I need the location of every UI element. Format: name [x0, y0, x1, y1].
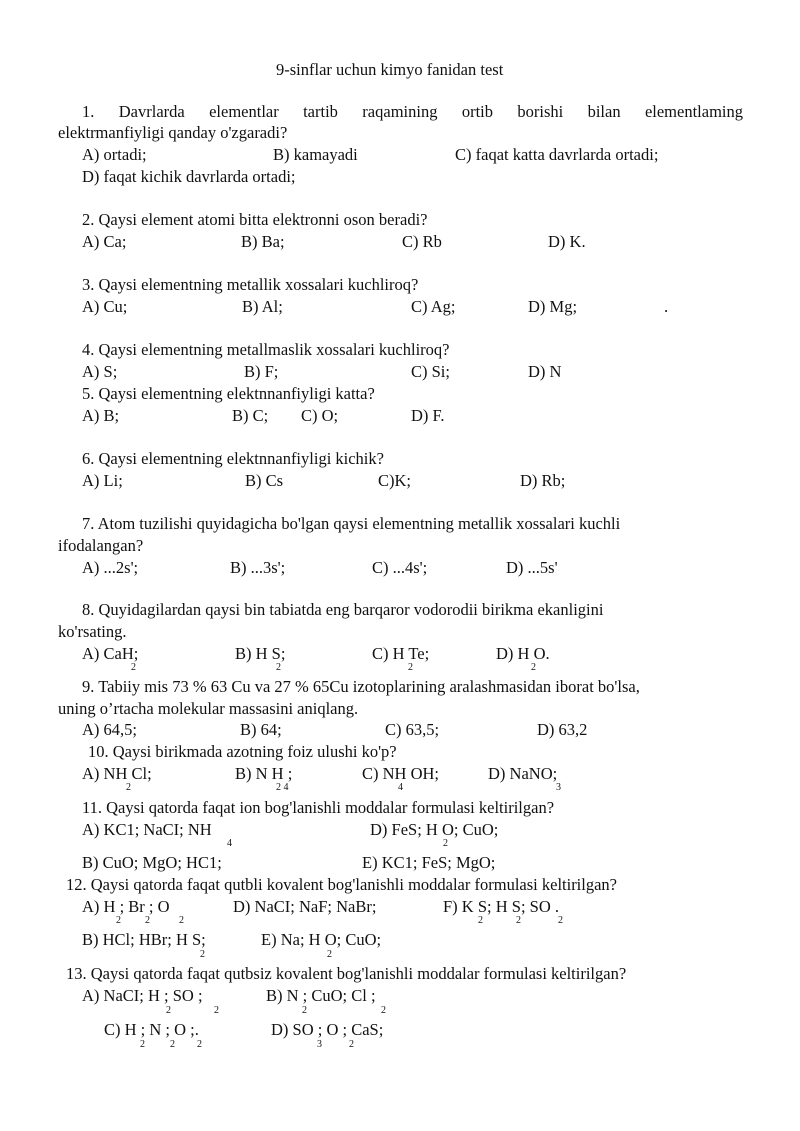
question-2-option-a: A) Ca; — [82, 232, 127, 251]
subscript: 2 — [145, 915, 150, 926]
question-4-option-c: C) Si; — [411, 362, 450, 381]
subscript: 2 — [126, 782, 131, 793]
question-7-option-c: C) ...4s'; — [372, 558, 428, 577]
question-12-option-a: A) H ; Br ; O — [82, 897, 170, 916]
subscript: 2 — [200, 949, 205, 960]
question-1-option-a: A) ortadi; — [82, 145, 147, 164]
subscript: 2 — [214, 1005, 219, 1016]
question-1-option-d: D) faqat kichik davrlarda ortadi; — [82, 167, 296, 186]
question-8-option-b: B) H S; — [235, 644, 286, 663]
question-3-option-a: A) Cu; — [82, 297, 128, 316]
subscript: 2 — [170, 1039, 175, 1050]
question-9-option-a: A) 64,5; — [82, 720, 137, 739]
page-title: 9-sinflar uchun kimyo fanidan test — [276, 60, 504, 79]
question-11-option-a: A) KC1; NaCI; NH — [82, 820, 212, 839]
question-3-option-b: B) Al; — [242, 297, 283, 316]
question-2-option-c: C) Rb — [402, 232, 442, 251]
subscript: 4 — [227, 838, 232, 849]
question-6-text: 6. Qaysi elementning elektnnanfiyligi kichik? — [82, 449, 384, 468]
question-8-option-a: A) CaH; — [82, 644, 139, 663]
subscript: 2 — [516, 915, 521, 926]
question-8-text: 8. Quyidagilardan qaysi bin tabiatda eng barqaror vodorodii birikma ekanligini — [82, 600, 604, 619]
subscript: 2 — [140, 1039, 145, 1050]
question-12-option-e: E) Na; H O; CuO; — [261, 930, 382, 949]
question-13-option-a: A) NaCI; H ; SO ; — [82, 986, 203, 1005]
subscript: 2 — [276, 662, 281, 673]
question-1-option-c: C) faqat katta davrlarda ortadi; — [455, 145, 659, 164]
question-12-text: 12. Qaysi qatorda faqat qutbli kovalent bog'lanishli moddalar formulasi keltirilgan? — [66, 875, 618, 894]
question-6-option-d: D) Rb; — [520, 471, 566, 490]
question-9-text-cont: uning o’rtacha molekular massasini aniqlang. — [58, 699, 359, 718]
question-8-option-d: D) H O. — [496, 644, 550, 663]
question-13-option-b: B) N ; CuO; Cl ; — [266, 986, 376, 1005]
subscript: 2 — [327, 949, 332, 960]
question-2-text: 2. Qaysi element atomi bitta elektronni oson beradi? — [82, 210, 428, 229]
question-13-option-c: C) H ; N ; O ;. — [104, 1020, 199, 1039]
question-11-option-b: B) CuO; MgO; HC1; — [82, 853, 222, 872]
question-3-option-c: C) Ag; — [411, 297, 456, 316]
subscript: 2 — [197, 1039, 202, 1050]
question-11-text: 11. Qaysi qatorda faqat ion bog'lanishli moddalar formulasi keltirilgan? — [82, 798, 555, 817]
question-9-text: 9. Tabiiy mis 73 % 63 Cu va 27 % 65Cu izotoplarining aralashmasidan iborat bo'lsa, — [82, 677, 640, 696]
subscript: 2 — [179, 915, 184, 926]
question-8-option-c: C) H Te; — [372, 644, 430, 663]
question-10-option-c: C) NH OH; — [362, 764, 439, 783]
question-5-option-a: A) B; — [82, 406, 120, 425]
question-13-option-d: D) SO ; O ; CaS; — [271, 1020, 384, 1039]
question-4-option-d: D) N — [528, 362, 562, 381]
question-5-option-d: D) F. — [411, 406, 445, 425]
question-13-text: 13. Qaysi qatorda faqat qutbsiz kovalent bog'lanishli moddalar formulasi keltirilgan? — [66, 964, 627, 983]
question-12-option-d: D) NaCI; NaF; NaBr; — [233, 897, 377, 916]
question-4-option-a: A) S; — [82, 362, 118, 381]
question-4-option-b: B) F; — [244, 362, 279, 381]
question-11-option-e: E) KC1; FeS; MgO; — [362, 853, 496, 872]
question-3-text: 3. Qaysi elementning metallik xossalari kuchliroq? — [82, 275, 419, 294]
question-5-option-b: B) C; — [232, 406, 269, 425]
question-10-option-b: B) N H ; — [235, 764, 293, 783]
question-12-option-b: B) HCl; HBr; H S; — [82, 930, 206, 949]
question-3-option-d: D) Mg; — [528, 297, 578, 316]
question-7-option-a: A) ...2s'; — [82, 558, 139, 577]
subscript: 3 — [556, 782, 561, 793]
subscript: 2 — [381, 1005, 386, 1016]
subscript: 2 — [302, 1005, 307, 1016]
question-9-option-b: B) 64; — [240, 720, 282, 739]
question-5-option-c: C) O; — [301, 406, 339, 425]
subscript: 2 — [349, 1039, 354, 1050]
question-7-option-b: B) ...3s'; — [230, 558, 286, 577]
question-6-option-c: C)K; — [378, 471, 411, 490]
question-3-dot: . — [664, 297, 669, 316]
question-7-option-d: D) ...5s' — [506, 558, 558, 577]
question-6-option-b: B) Cs — [245, 471, 284, 490]
question-10-text: 10. Qaysi birikmada azotning foiz ulushi ko'p? — [88, 742, 397, 761]
question-1-option-b: B) kamayadi — [273, 145, 358, 164]
question-10-option-d: D) NaNO; — [488, 764, 558, 783]
subscript: 2 4 — [276, 782, 289, 793]
question-9-option-d: D) 63,2 — [537, 720, 588, 739]
question-7-text-cont: ifodalangan? — [58, 536, 144, 555]
subscript: 2 — [131, 662, 136, 673]
subscript: 3 — [317, 1039, 322, 1050]
subscript: 2 — [443, 838, 448, 849]
question-2-option-d: D) K. — [548, 232, 586, 251]
subscript: 2 — [408, 662, 413, 673]
question-2-option-b: B) Ba; — [241, 232, 285, 251]
question-8-text-cont: ko'rsating. — [58, 622, 127, 641]
question-4-text: 4. Qaysi elementning metallmaslik xossalari kuchliroq? — [82, 340, 450, 359]
question-1-text-cont: elektrmanfiyligi qanday o'zgaradi? — [58, 123, 288, 142]
question-1-text: 1. Davrlarda elementlar tartib raqamining ortib borishi bilan elementlaming — [82, 102, 743, 121]
subscript: 2 — [558, 915, 563, 926]
question-12-option-f: F) K S; H S; SO . — [443, 897, 559, 916]
question-6-option-a: A) Li; — [82, 471, 123, 490]
subscript: 2 — [166, 1005, 171, 1016]
question-11-option-d: D) FeS; H O; CuO; — [370, 820, 499, 839]
subscript: 2 — [531, 662, 536, 673]
question-5-text: 5. Qaysi elementning elektnnanfiyligi katta? — [82, 384, 375, 403]
subscript: 4 — [398, 782, 403, 793]
subscript: 2 — [116, 915, 121, 926]
subscript: 2 — [478, 915, 483, 926]
question-7-text: 7. Atom tuzilishi quyidagicha bo'lgan qaysi elementning metallik xossalari kuchli — [82, 514, 621, 533]
question-9-option-c: C) 63,5; — [385, 720, 440, 739]
question-10-option-a: A) NH Cl; — [82, 764, 152, 783]
